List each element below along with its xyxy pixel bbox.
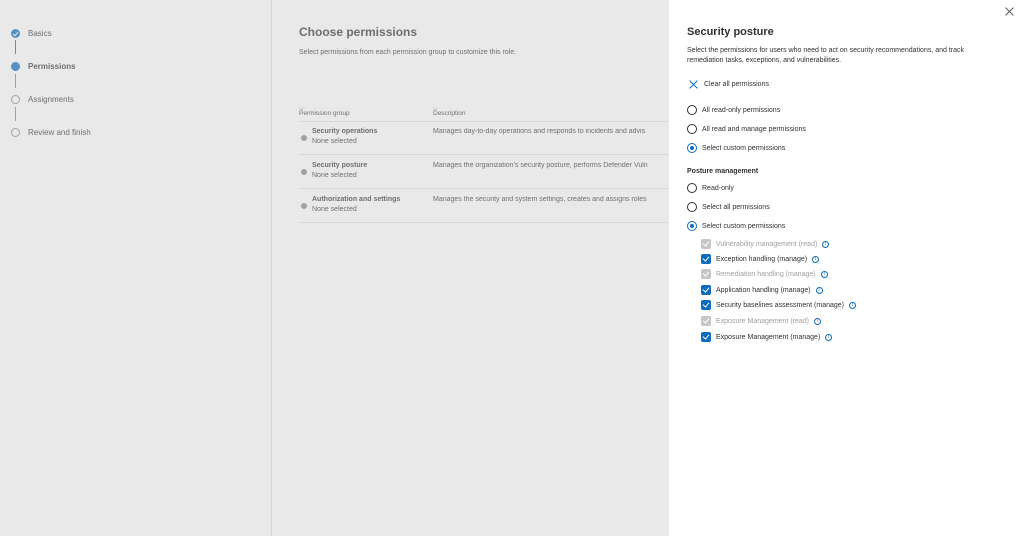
radio-icon — [687, 124, 697, 134]
checkbox-label: Security baselines assessment (manage) — [716, 301, 845, 309]
radio-label: All read and manage permissions — [702, 125, 806, 133]
radio-label: All read-only permissions — [702, 106, 781, 114]
radio-selected-icon — [687, 143, 697, 153]
info-icon[interactable]: i — [821, 271, 828, 278]
step-label: Basics — [28, 28, 52, 38]
row-name: Authorization and settings — [312, 196, 401, 203]
radio-all-read-only[interactable] — [687, 105, 780, 115]
row-name: Security posture — [312, 162, 368, 169]
radio-label: Select all permissions — [702, 203, 770, 211]
checkbox-label: Exposure Management (read) — [716, 317, 809, 325]
step-label: Permissions — [28, 61, 76, 71]
checkbox-label: Application handling (manage) — [716, 286, 811, 294]
info-icon[interactable]: i — [812, 256, 819, 263]
column-header-group[interactable]: Permission group ⌵ — [299, 105, 350, 117]
radio-label: Select custom permissions — [702, 222, 786, 230]
page-title: Choose permissions — [299, 25, 418, 39]
info-icon[interactable]: i — [822, 241, 829, 248]
checkbox-exposure-read[interactable] — [701, 316, 821, 326]
checkbox-checked-icon — [701, 316, 711, 326]
radio-selected-icon — [687, 221, 697, 231]
section-title: Posture management — [687, 168, 759, 175]
step-label: Assignments — [28, 94, 74, 104]
row-status: None selected — [312, 138, 357, 145]
checkbox-label: Exposure Management (manage) — [716, 333, 821, 341]
checkbox-application-manage[interactable] — [701, 285, 823, 295]
clear-label: Clear all permissions — [704, 81, 769, 88]
checkbox-baselines-manage[interactable] — [701, 300, 856, 310]
checkbox-exposure-manage[interactable] — [701, 332, 832, 342]
checkbox-checked-icon — [701, 269, 711, 279]
info-icon[interactable]: i — [825, 334, 832, 341]
checkbox-label: Remediation handling (manage) — [716, 270, 816, 278]
checkbox-label: Exception handling (manage) — [716, 255, 808, 263]
checkbox-vulnerability-read[interactable] — [701, 239, 829, 249]
step-label: Review and finish — [28, 127, 91, 137]
radio-label: Select custom permissions — [702, 144, 786, 152]
clear-all-button[interactable] — [689, 80, 769, 89]
checkbox-exception-manage[interactable] — [701, 254, 819, 264]
row-description: Manages day-to-day operations and responds to incidents and advis — [433, 128, 646, 135]
row-name: Security operations — [312, 128, 378, 135]
column-header-description[interactable]: Description ⌵ — [433, 105, 466, 117]
radio-icon — [687, 183, 697, 193]
row-description: Manages the security and system settings, creates and assigns roles — [433, 196, 647, 203]
panel-title: Security posture — [687, 26, 774, 38]
close-icon[interactable] — [1005, 7, 1014, 16]
info-icon[interactable]: i — [814, 318, 821, 325]
checkbox-label: Vulnerability management (read) — [716, 240, 818, 248]
radio-select-custom[interactable] — [687, 143, 785, 153]
checkbox-checked-icon — [701, 285, 711, 295]
clear-icon — [689, 80, 698, 89]
checkbox-checked-icon — [701, 239, 711, 249]
info-icon[interactable]: i — [816, 287, 823, 294]
radio-icon — [687, 202, 697, 212]
checkbox-remediation-manage[interactable] — [701, 269, 828, 279]
radio-all-read-manage[interactable] — [687, 124, 806, 134]
page-subtitle: Select permissions from each permission group to customize this role. — [299, 49, 517, 56]
info-icon[interactable]: i — [849, 302, 856, 309]
checkbox-checked-icon — [701, 254, 711, 264]
radio-select-all[interactable] — [687, 202, 770, 212]
radio-icon — [687, 105, 697, 115]
row-status: None selected — [312, 172, 357, 179]
row-description: Manages the organization's security posture, performs Defender Vuln — [433, 162, 648, 169]
security-posture-panel — [669, 0, 1024, 536]
radio-label: Read-only — [702, 184, 734, 192]
radio-read-only[interactable] — [687, 183, 734, 193]
panel-description: Select the permissions for users who need to act on security recommendations, and track remediation tasks, exceptions, and vulnerabilities. — [687, 47, 965, 64]
radio-section-custom[interactable] — [687, 221, 785, 231]
checkbox-checked-icon — [701, 300, 711, 310]
row-status: None selected — [312, 206, 357, 213]
checkbox-checked-icon — [701, 332, 711, 342]
